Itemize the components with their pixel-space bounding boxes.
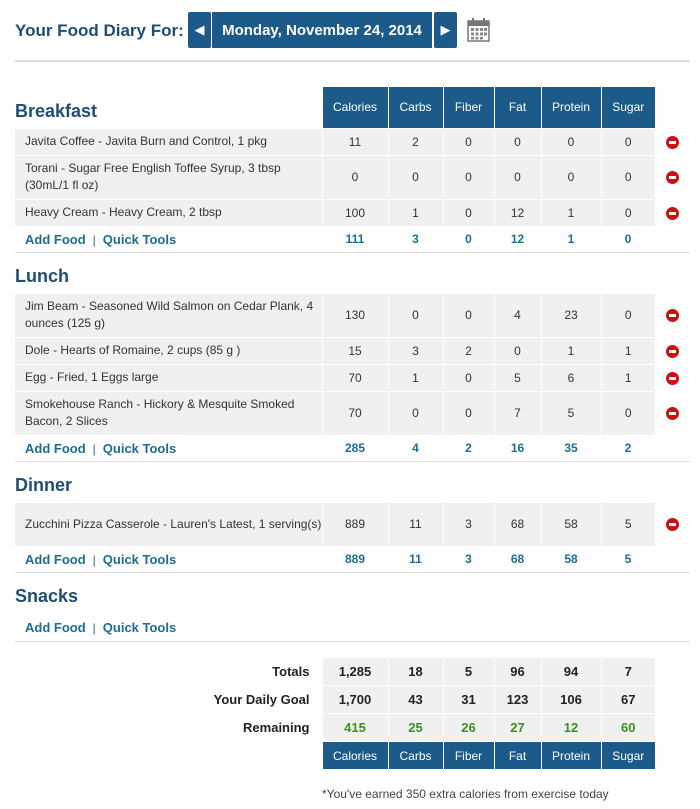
calories-value: 100 (322, 199, 388, 226)
carbs-value: 1 (388, 199, 443, 226)
fat-value: 5 (494, 364, 541, 391)
col-footer-carbs: Carbs (388, 742, 443, 770)
fiber-value: 2 (443, 337, 494, 364)
col-footer-fiber: Fiber (443, 742, 494, 770)
chevron-right-icon: ▶ (440, 22, 451, 37)
calories-value: 889 (322, 502, 388, 546)
food-entry-row (15, 128, 690, 155)
delete-icon[interactable] (666, 136, 679, 149)
food-diary-table (15, 87, 690, 769)
next-day-button[interactable] (434, 12, 457, 48)
fat-value: 0 (494, 155, 541, 199)
goal-carbs: 43 (388, 686, 443, 714)
fat-value: 68 (494, 502, 541, 546)
total-carbs: 3 (388, 226, 443, 252)
sum-protein: 94 (541, 658, 601, 686)
sum-sugar: 7 (601, 658, 655, 686)
goal-fiber: 31 (443, 686, 494, 714)
protein-value: 23 (541, 293, 601, 337)
goal-sugar: 67 (601, 686, 655, 714)
delete-icon[interactable] (666, 345, 679, 358)
total-fat: 16 (494, 435, 541, 461)
summary-totals-label: Totals (272, 664, 310, 680)
calories-value: 70 (322, 391, 388, 435)
diary-title: Your Food Diary For: (15, 21, 184, 40)
food-entry-row (15, 293, 690, 337)
remaining-row (15, 714, 690, 742)
snacks-actions-row (15, 613, 690, 642)
calories-value: 70 (322, 364, 388, 391)
add-food-link[interactable]: Add Food (25, 551, 86, 567)
calories-value: 0 (322, 155, 388, 199)
goal-fat: 123 (494, 686, 541, 714)
total-fat: 12 (494, 226, 541, 252)
fat-value: 12 (494, 199, 541, 226)
link-separator: | (92, 441, 96, 456)
col-header-fiber: Fiber (443, 87, 494, 128)
food-entry-row (15, 502, 690, 546)
col-header-sugar: Sugar (601, 87, 655, 128)
col-footer-sugar: Sugar (601, 742, 655, 770)
add-food-link[interactable]: Add Food (25, 619, 86, 635)
food-entry-row (15, 337, 690, 364)
sugar-value: 0 (601, 128, 655, 155)
total-protein: 1 (541, 226, 601, 252)
diary-header (15, 12, 685, 48)
quick-tools-link[interactable]: Quick Tools (102, 619, 177, 635)
lunch-header-row (15, 252, 690, 293)
fat-value: 0 (494, 128, 541, 155)
sugar-value: 0 (601, 293, 655, 337)
delete-icon[interactable] (666, 171, 679, 184)
food-entry-name[interactable]: Torani - Sugar Free English Toffee Syrup, 3 tbsp (30mL/1 fl oz) (15, 155, 322, 199)
sugar-value: 0 (601, 391, 655, 435)
food-entry-row (15, 364, 690, 391)
delete-icon[interactable] (666, 207, 679, 220)
col-header-protein: Protein (541, 87, 601, 128)
total-sugar: 5 (601, 546, 655, 572)
food-entry-name[interactable]: Heavy Cream - Heavy Cream, 2 tbsp (15, 199, 322, 226)
col-footer-protein: Protein (541, 742, 601, 770)
remaining-carbs: 25 (388, 714, 443, 742)
remaining-label: Remaining (243, 720, 310, 735)
dinner-totals-row (15, 546, 690, 572)
protein-value: 58 (541, 502, 601, 546)
sugar-value: 0 (601, 155, 655, 199)
calendar-icon[interactable] (467, 18, 490, 42)
prev-day-button[interactable] (188, 12, 211, 48)
delete-icon[interactable] (666, 372, 679, 385)
col-header-calories: Calories (322, 87, 388, 128)
food-entry-name[interactable]: Smokehouse Ranch - Hickory & Mesquite Smoked Bacon, 2 Slices (15, 391, 322, 435)
col-header-fat: Fat (494, 87, 541, 128)
carbs-value: 3 (388, 337, 443, 364)
total-carbs: 4 (388, 435, 443, 461)
remaining-fiber: 26 (443, 714, 494, 742)
total-protein: 35 (541, 435, 601, 461)
total-sugar: 2 (601, 435, 655, 461)
quick-tools-link[interactable]: Quick Tools (102, 440, 177, 456)
col-header-carbs: Carbs (388, 87, 443, 128)
meal-title-dinner: Dinner (15, 474, 73, 495)
protein-value: 1 (541, 337, 601, 364)
fat-value: 0 (494, 337, 541, 364)
breakfast-header-row (15, 87, 690, 128)
exercise-footnote: *You've earned 350 extra calories from exercise today (322, 787, 609, 801)
sugar-value: 1 (601, 364, 655, 391)
sugar-value: 1 (601, 337, 655, 364)
remaining-calories: 415 (322, 714, 388, 742)
date-display: Monday, November 24, 2014 (212, 12, 432, 48)
footer-header-row (15, 742, 690, 770)
fiber-value: 0 (443, 293, 494, 337)
food-entry-name[interactable]: Jim Beam - Seasoned Wild Salmon on Cedar Plank, 4 ounces (125 g) (15, 293, 322, 337)
lunch-totals-row (15, 435, 690, 461)
link-separator: | (92, 232, 96, 247)
total-sugar: 0 (601, 226, 655, 252)
fiber-value: 0 (443, 155, 494, 199)
delete-icon[interactable] (666, 518, 679, 531)
total-fiber: 3 (443, 546, 494, 572)
protein-value: 1 (541, 199, 601, 226)
protein-value: 0 (541, 128, 601, 155)
total-fiber: 2 (443, 435, 494, 461)
daily-goal-row (15, 686, 690, 714)
carbs-value: 0 (388, 391, 443, 435)
total-fiber: 0 (443, 226, 494, 252)
header-divider (15, 60, 690, 62)
total-calories: 285 (322, 435, 388, 461)
food-entry-row (15, 155, 690, 199)
goal-calories: 1,700 (322, 686, 388, 714)
carbs-value: 1 (388, 364, 443, 391)
meal-title-snacks: Snacks (15, 586, 79, 606)
total-calories: 111 (322, 226, 388, 252)
fiber-value: 0 (443, 199, 494, 226)
carbs-value: 0 (388, 293, 443, 337)
food-entry-name[interactable]: Zucchini Pizza Casserole - Lauren's Latest, 1 serving(s) (15, 502, 322, 546)
fat-value: 7 (494, 391, 541, 435)
total-calories: 889 (322, 546, 388, 572)
sum-carbs: 18 (388, 658, 443, 686)
fiber-value: 0 (443, 128, 494, 155)
snacks-header-row (15, 572, 690, 613)
remaining-sugar: 60 (601, 714, 655, 742)
chevron-left-icon: ◀ (194, 22, 205, 37)
sum-fat: 96 (494, 658, 541, 686)
protein-value: 5 (541, 391, 601, 435)
food-entry-name[interactable]: Javita Coffee - Javita Burn and Control, 1 pkg (15, 128, 322, 155)
breakfast-totals-row (15, 226, 690, 252)
calories-value: 15 (322, 337, 388, 364)
goal-protein: 106 (541, 686, 601, 714)
fiber-value: 0 (443, 391, 494, 435)
quick-tools-link[interactable]: Quick Tools (102, 231, 177, 247)
dinner-header-row (15, 461, 690, 502)
carbs-value: 0 (388, 155, 443, 199)
link-separator: | (92, 620, 96, 635)
food-entry-row (15, 391, 690, 435)
add-food-link[interactable]: Add Food (25, 440, 86, 456)
link-separator: | (92, 552, 96, 567)
delete-icon[interactable] (666, 309, 679, 322)
protein-value: 6 (541, 364, 601, 391)
protein-value: 0 (541, 155, 601, 199)
daily-goal-label: Your Daily Goal (213, 692, 310, 707)
col-footer-fat: Fat (494, 742, 541, 770)
meal-title-lunch: Lunch (15, 265, 69, 286)
col-footer-calories: Calories (322, 742, 388, 770)
food-entry-name[interactable]: Egg - Fried, 1 Eggs large (15, 364, 322, 391)
food-entry-name[interactable]: Dole - Hearts of Romaine, 2 cups (85 g ) (15, 337, 322, 364)
summary-totals-row (15, 658, 690, 686)
sum-fiber: 5 (443, 658, 494, 686)
fiber-value: 3 (443, 502, 494, 546)
remaining-fat: 27 (494, 714, 541, 742)
delete-icon[interactable] (666, 407, 679, 420)
total-fat: 68 (494, 546, 541, 572)
sugar-value: 0 (601, 199, 655, 226)
quick-tools-link[interactable]: Quick Tools (102, 551, 177, 567)
meal-title-breakfast: Breakfast (15, 100, 98, 121)
total-carbs: 11 (388, 546, 443, 572)
remaining-protein: 12 (541, 714, 601, 742)
total-protein: 58 (541, 546, 601, 572)
fiber-value: 0 (443, 364, 494, 391)
add-food-link[interactable]: Add Food (25, 231, 86, 247)
sugar-value: 5 (601, 502, 655, 546)
food-entry-row (15, 199, 690, 226)
calories-value: 130 (322, 293, 388, 337)
carbs-value: 11 (388, 502, 443, 546)
fat-value: 4 (494, 293, 541, 337)
calories-value: 11 (322, 128, 388, 155)
sum-calories: 1,285 (322, 658, 388, 686)
carbs-value: 2 (388, 128, 443, 155)
